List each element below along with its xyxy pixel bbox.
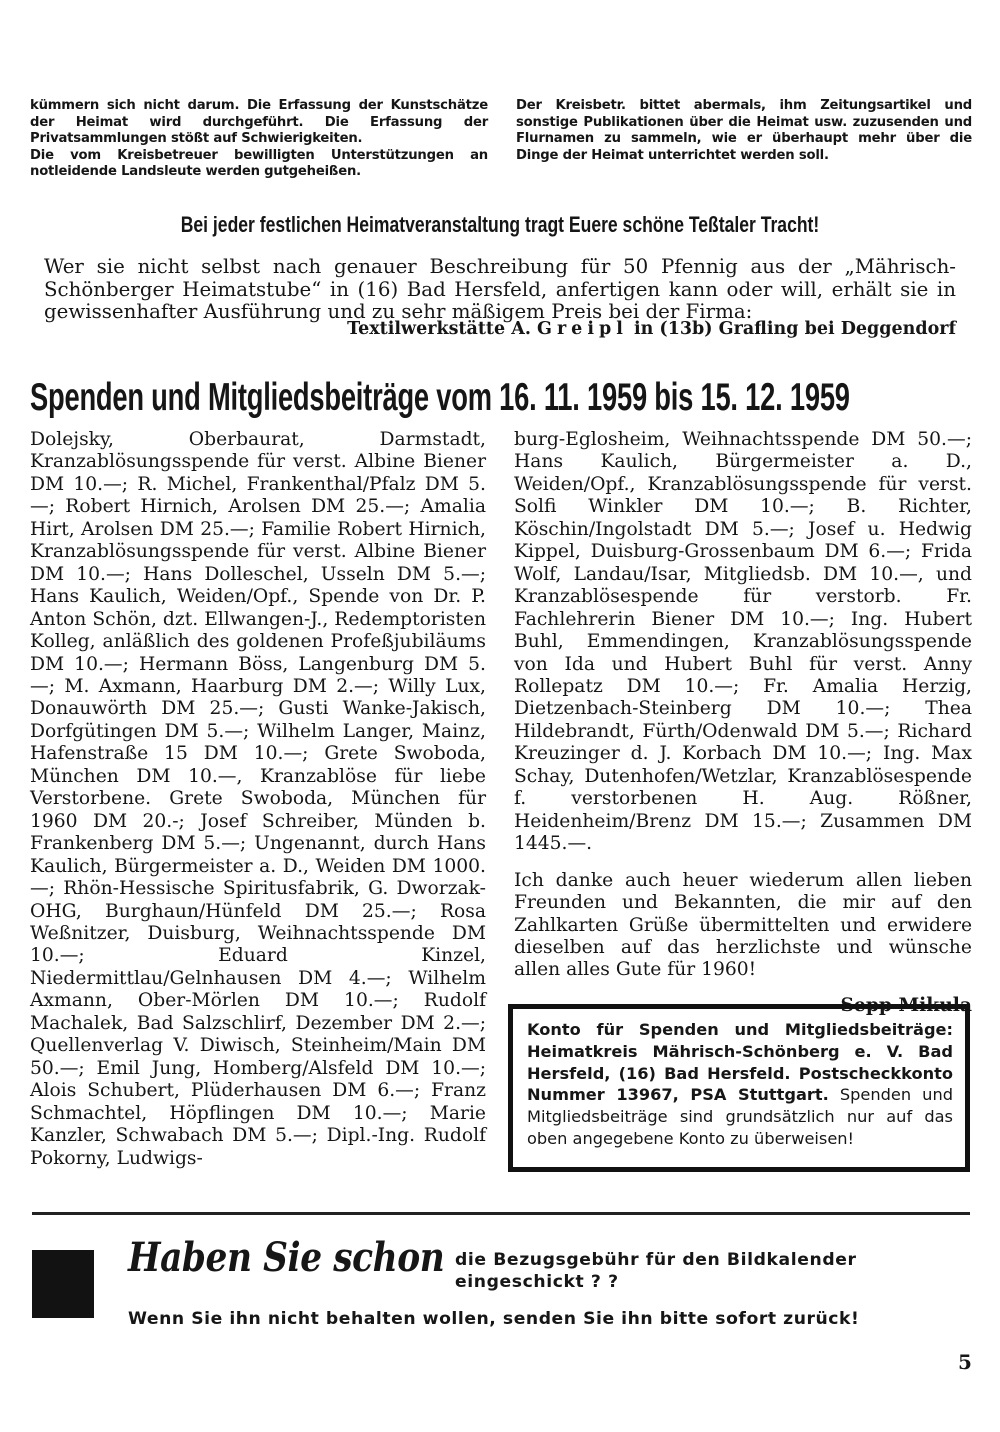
tracht-firm-line: [347, 319, 956, 339]
top-right-paragraph-1: Der Kreisbetr. bittet abermals, ihm Zeitungsartikel und sonstige Publikationen über die Heimat usw. zuzusenden und Flurnamen zu sammeln, wie er überhaupt mehr über die Dinge der Heimat unterrichtet werden soll.: [516, 98, 972, 163]
donations-left-text: Dolejsky, Oberbaurat, Darmstadt, Kranzablösungsspende für verst. Albine Biener DM 10.—; R. Michel, Frankenthal/Pfalz DM 5.—; Robert Hirnich, Arolsen DM 25.—; Amalia Hirt, Arolsen DM 25.—; Familie Robert Hirnich, Kranzablösungsspende für verst. Albine Biener DM 10.—; Hans Dolleschel, Usseln DM 5.—; Hans Kaulich, Weiden/Opf., Spende von Dr. P. Anton Schön, dzt. Ellwangen-J., Redemptoristen Kolleg, anläßlich des goldenen Profeßjubiläums DM 10.—; Hermann Böss, Langenburg DM 5.—; M. Axmann, Haarburg DM 2.—; Willy Lux, Donauwörth DM 25.—; Gusti Wanke-Jakisch, Dorfgütingen DM 5.—; Wilhelm Langer, Mainz, Hafenstraße 15 DM 10.—; Grete Swoboda, München DM 10.—, Kranzablöse für liebe Verstorbene. Grete Swoboda, München für 1960 DM 20.-; Josef Schreiber, Münden b. Frankenberg DM 5.—; Ungenannt, durch Hans Kaulich, Bürgermeister a. D., Weiden DM 1000.—; Rhön-Hessische Spiritusfabrik, G. Dworzak-OHG, Burghaun/Hünfeld DM 25.—; Rosa Weßnitzer, Duisburg, Weihnachtsspende DM 10.—; Eduard Kinzel, Niedermittlau/Gelnhausen DM 4.—; Wilhelm Axmann, Ober-Mörlen DM 10.—; Rudolf Machalek, Bad Salzschlirf, Dezember DM 2.—; Quellenverlag V. Diwisch, Steinheim/Main DM 50.—; Emil Jung, Homberg/Alsfeld DM 10.—; Alois Schubert, Plüderhausen DM 6.—; Franz Schmachtel, Höpflingen DM 10.—; Marie Kanzler, Schwabach DM 5.—; Dipl.-Ing. Rudolf Pokorny, Ludwigs-: [30, 429, 486, 1169]
account-info-bold: Konto für Spenden und Mitgliedsbeiträge: Heimatkreis Mährisch-Schönberg e. V. Bad Hersfeld, (16) Bad Hersfeld. Postscheckkonto Nummer 13967, PSA Stuttgart.: [527, 1020, 953, 1105]
ad-line-2: eingeschickt ? ?: [455, 1272, 619, 1292]
firm-suffix: in (13b) Grafling bei Deggendorf: [633, 319, 956, 339]
donations-right-text: burg-Eglosheim, Weihnachtsspende DM 50.—; Hans Kaulich, Bürgermeister a. D., Weiden/Opf., Kranzablösungsspende für verst. Solfi Winkler DM 10.—; B. Richter, Köschin/Ingolstadt DM 5.—; Josef u. Hedwig Kippel, Duisburg-Grossenbaum DM 6.—; Frida Wolf, Landau/Isar, Mitgliedsb. DM 10.—, und Kranzablösespende für verstorb. Fr. Fachlehrerin Biener DM 10.—; Ing. Hubert Buhl, Emmendingen, Kranzablösungsspende von Ida und Hubert Buhl für verst. Anny Rollepatz DM 10.—; Fr. Amalia Herzig, Dietzenbach-Steinberg DM 10.—; Thea Hildebrandt, Fürth/Odenwald DM 5.—; Richard Kreuzinger d. J. Korbach DM 10.—; Ing. Max Schay, Dutenhofen/Wetzlar, Kranzablösespende f. verstorbenen H. Aug. Rößner, Heidenheim/Brenz DM 15.—; Zusammen DM 1445.—.: [514, 429, 972, 855]
page-number: 5: [958, 1350, 972, 1374]
account-info-box: [508, 1004, 970, 1172]
ad-headline: Haben Sie schon: [128, 1234, 445, 1281]
tracht-notice-text: Wer sie nicht selbst nach genauer Beschreibung für 50 Pfennig aus der „Mährisch-Schönberger Heimatstube“ in (16) Bad Hersfeld, anfertigen kann oder will, erhält sie in gewissenhafter Ausführung und zu sehr mäßigem Preis bei der Firma:: [44, 255, 956, 323]
firm-prefix: Textilwerkstätte A.: [347, 319, 531, 339]
black-square-ornament: [32, 1250, 94, 1318]
thanks-paragraph: Ich danke auch heuer wiederum allen lieben Freunden und Bekannten, die mir auf den Zahlkarten Grüße übermittelten und erwidere dieselben auf das herzlichste und wünsche allen alles Gute für 1960!: [514, 869, 972, 981]
account-info-normal: Spenden und Mitgliedsbeiträge sind grundsätzlich nur auf das oben angegebene Konto zu überweisen!: [527, 1085, 953, 1148]
top-left-paragraph-2: Die vom Kreisbetreuer bewilligten Unterstützungen an notleidende Landsleute werden gutgeheißen.: [30, 147, 488, 179]
tracht-notice-title: Bei jeder festlichen Heimatveranstaltung tragt Euere schöne Teßtaler Tracht!: [180, 212, 820, 237]
signature: Sepp Mikula: [840, 993, 972, 1016]
donations-left-column: [30, 429, 486, 1170]
ad-side-text: [455, 1249, 857, 1293]
firm-name: Greipl: [537, 319, 628, 339]
ad-line-1: die Bezugsgebühr für den Bildkalender: [455, 1250, 857, 1270]
top-left-paragraph-1: kümmern sich nicht darum. Die Erfassung der Kunstschätze der Heimat wird durchgeführt. Die Erfassung der Privatsammlungen stößt auf Schwierigkeiten.: [30, 98, 488, 146]
top-left-column: [30, 98, 488, 181]
ad-bottom-line: Wenn Sie ihn nicht behalten wollen, senden Sie ihn bitte sofort zurück!: [128, 1309, 860, 1329]
donations-right-column: [514, 429, 972, 1016]
account-info-text: [527, 1019, 953, 1150]
section-divider: [32, 1212, 970, 1215]
top-right-column: [516, 98, 972, 164]
tracht-notice-body: [44, 256, 956, 324]
donations-headline: Spenden und Mitgliedsbeiträge vom 16. 11. 1959 bis 15. 12. 1959: [30, 376, 850, 419]
